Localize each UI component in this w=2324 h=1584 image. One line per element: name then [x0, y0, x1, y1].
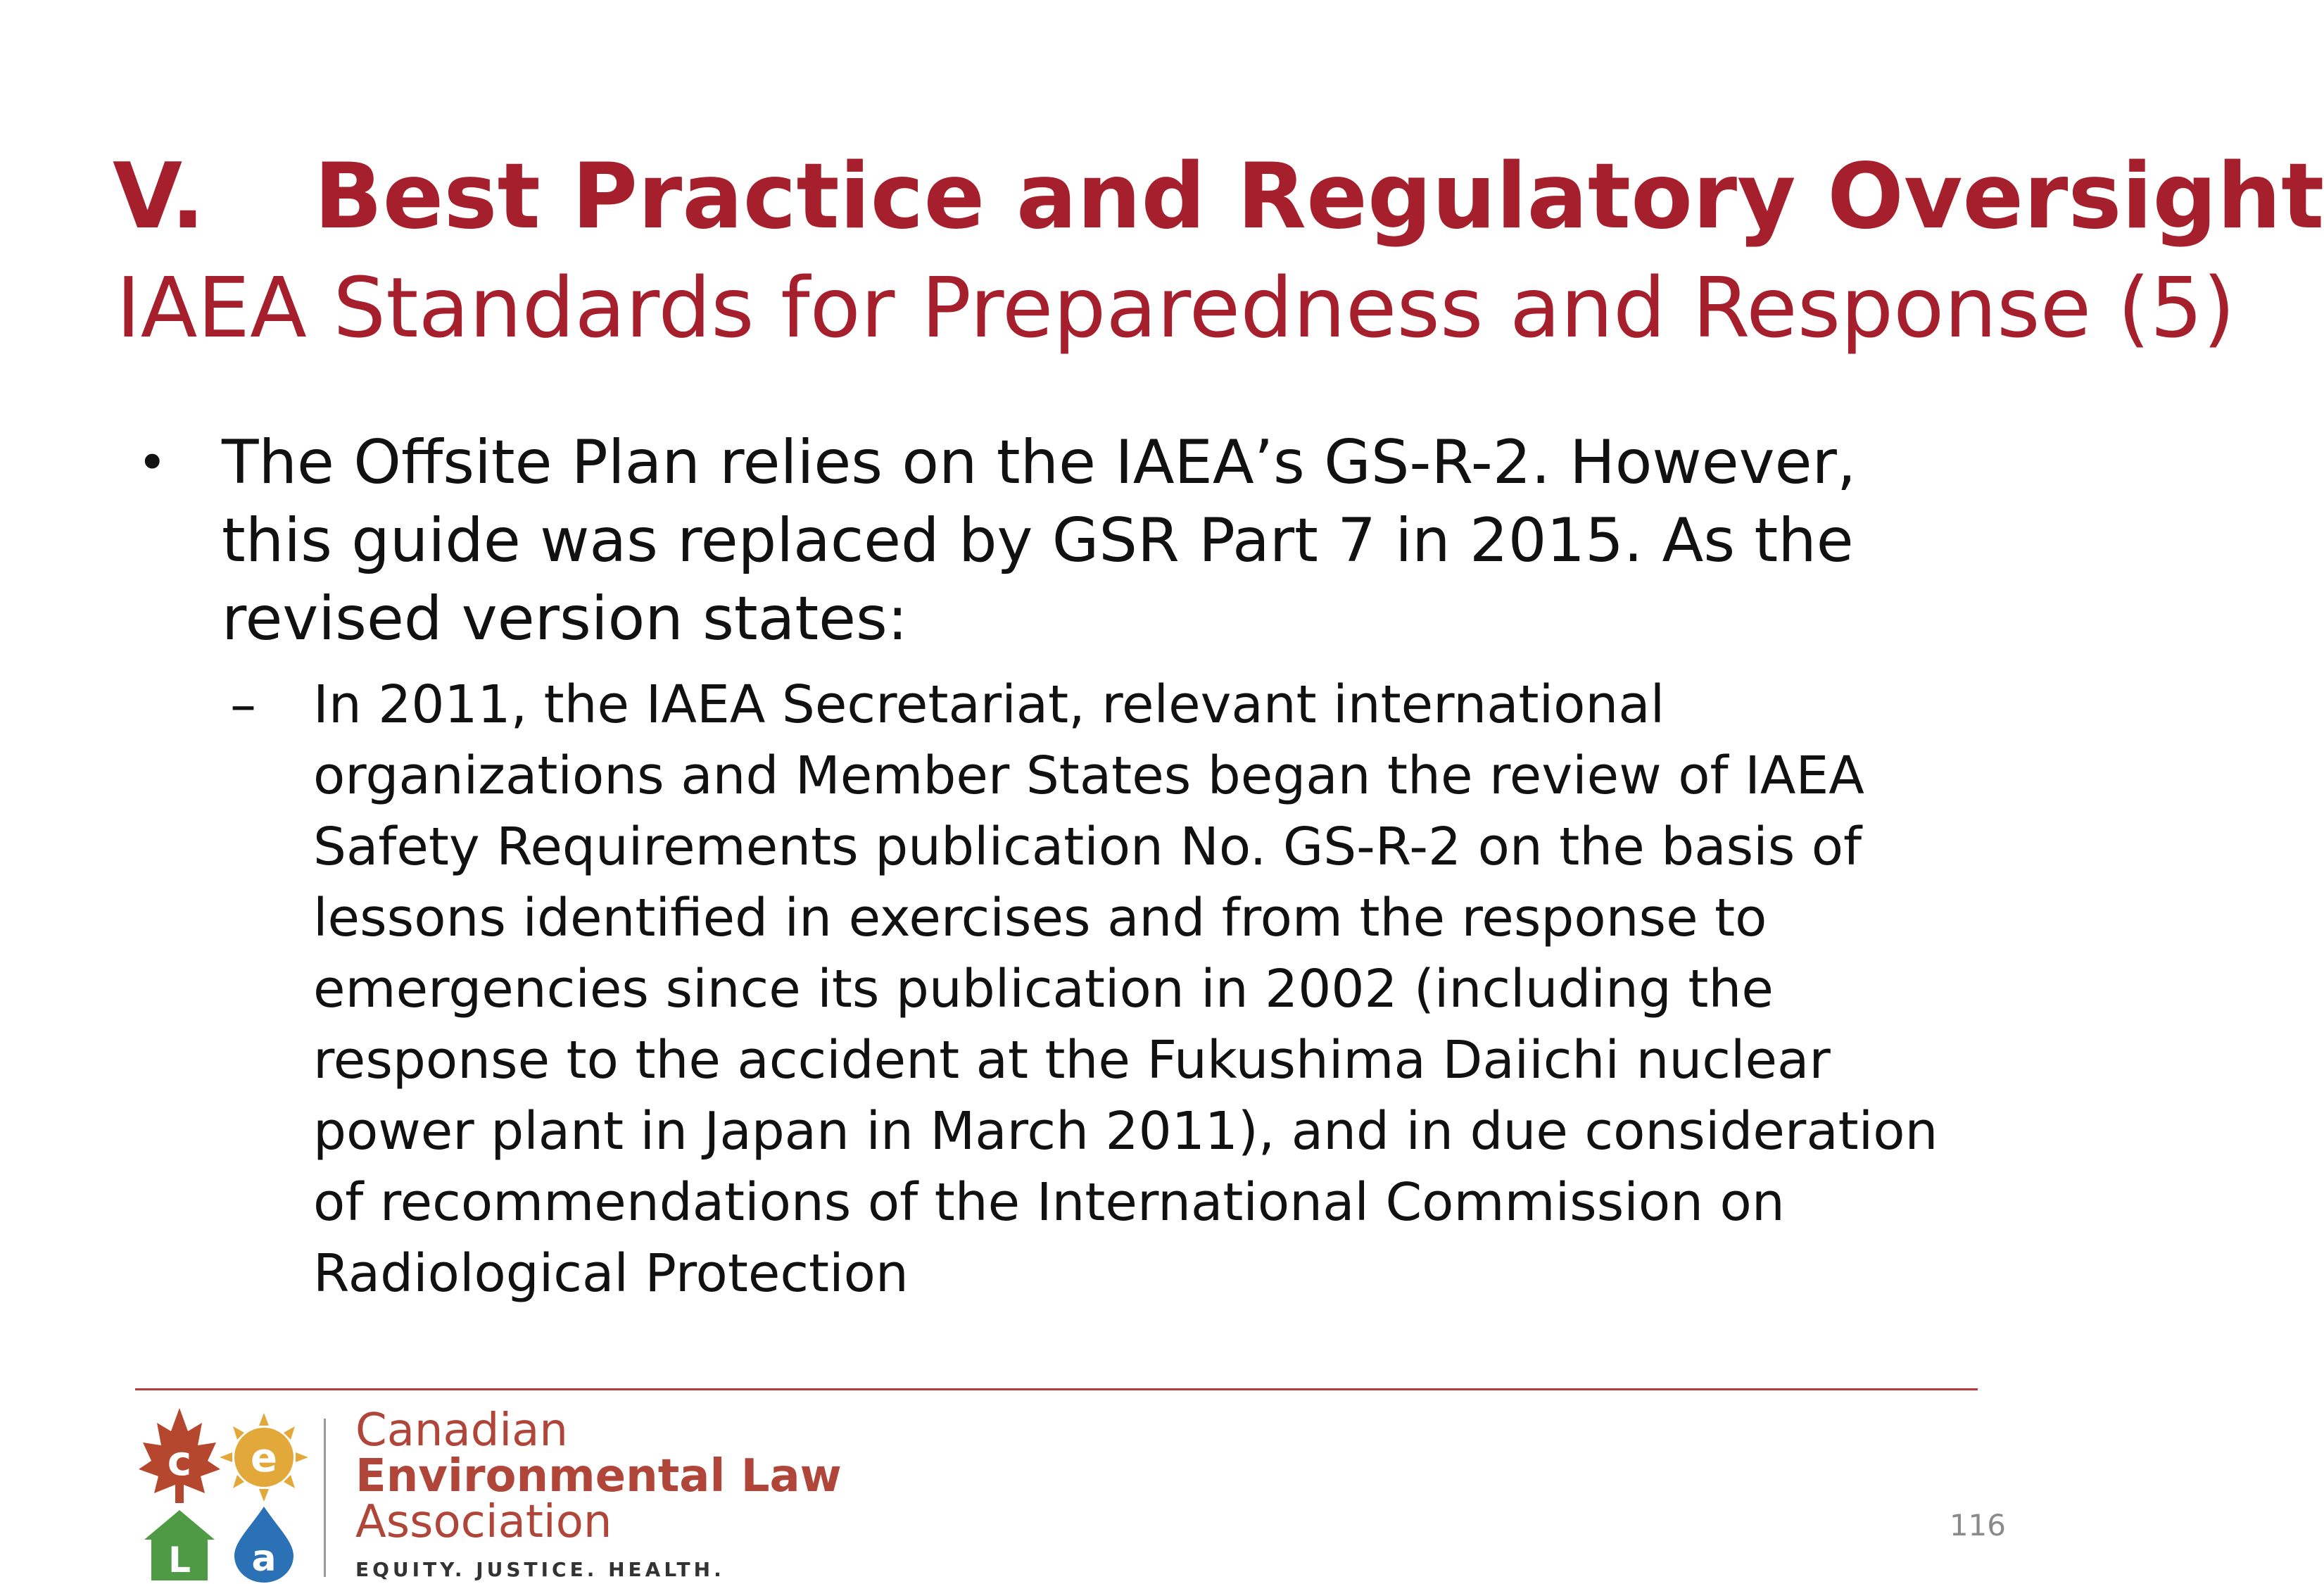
logo-tagline: EQUITY. JUSTICE. HEALTH. [355, 1558, 725, 1581]
sub-bullet-text: In 2011, the IAEA Secretariat, relevant international organizations and Member States began the review of IAEA Safety Requirements publication No. GS-R-2 on the basis of lessons identified in exercises and from the response to emergencies since its publication in 2002 (including the response to the accident at the Fukushima Daiichi nuclear power plant in Japan in March 2011), and in due consideration of recommendations of the International Commission on Radiological Protection [313, 674, 1938, 1304]
logo-letter-a: a [251, 1538, 277, 1580]
sun-icon [220, 1413, 308, 1502]
logo-line-canadian: Canadian [355, 1404, 568, 1457]
slide-title [113, 144, 2324, 250]
logo-letter-c: c [167, 1437, 192, 1485]
dash-icon: – [230, 674, 256, 735]
sub-bullet-item [230, 670, 1939, 1309]
maple-leaf-icon [139, 1408, 220, 1503]
logo-wordmark [355, 1404, 842, 1548]
logo-separator [324, 1419, 326, 1577]
footer-divider [135, 1388, 1978, 1390]
house-icon [144, 1510, 215, 1580]
section-title: Best Practice and Regulatory Oversight [314, 144, 2324, 249]
water-drop-icon [234, 1507, 293, 1583]
slide-body [137, 424, 1939, 1309]
bullet-text: The Offsite Plan relies on the IAEA’s GS-R-2. However, this guide was replaced by GSR Part 7 in 2015. As the revised version states: [222, 427, 1857, 654]
logo-line-association: Association [355, 1496, 612, 1548]
logo-line-environmental-law: Environmental Law [355, 1450, 842, 1502]
logo-letter-l: L [168, 1540, 191, 1580]
bullet-item [137, 424, 1939, 658]
bullet-icon: • [137, 433, 168, 492]
page-number: 116 [1949, 1508, 2006, 1542]
logo-letter-e: e [251, 1435, 277, 1481]
slide-subtitle: IAEA Standards for Preparedness and Response (5) [116, 259, 2235, 356]
section-number: V. [113, 144, 206, 249]
slide-title-line [113, 144, 2324, 250]
